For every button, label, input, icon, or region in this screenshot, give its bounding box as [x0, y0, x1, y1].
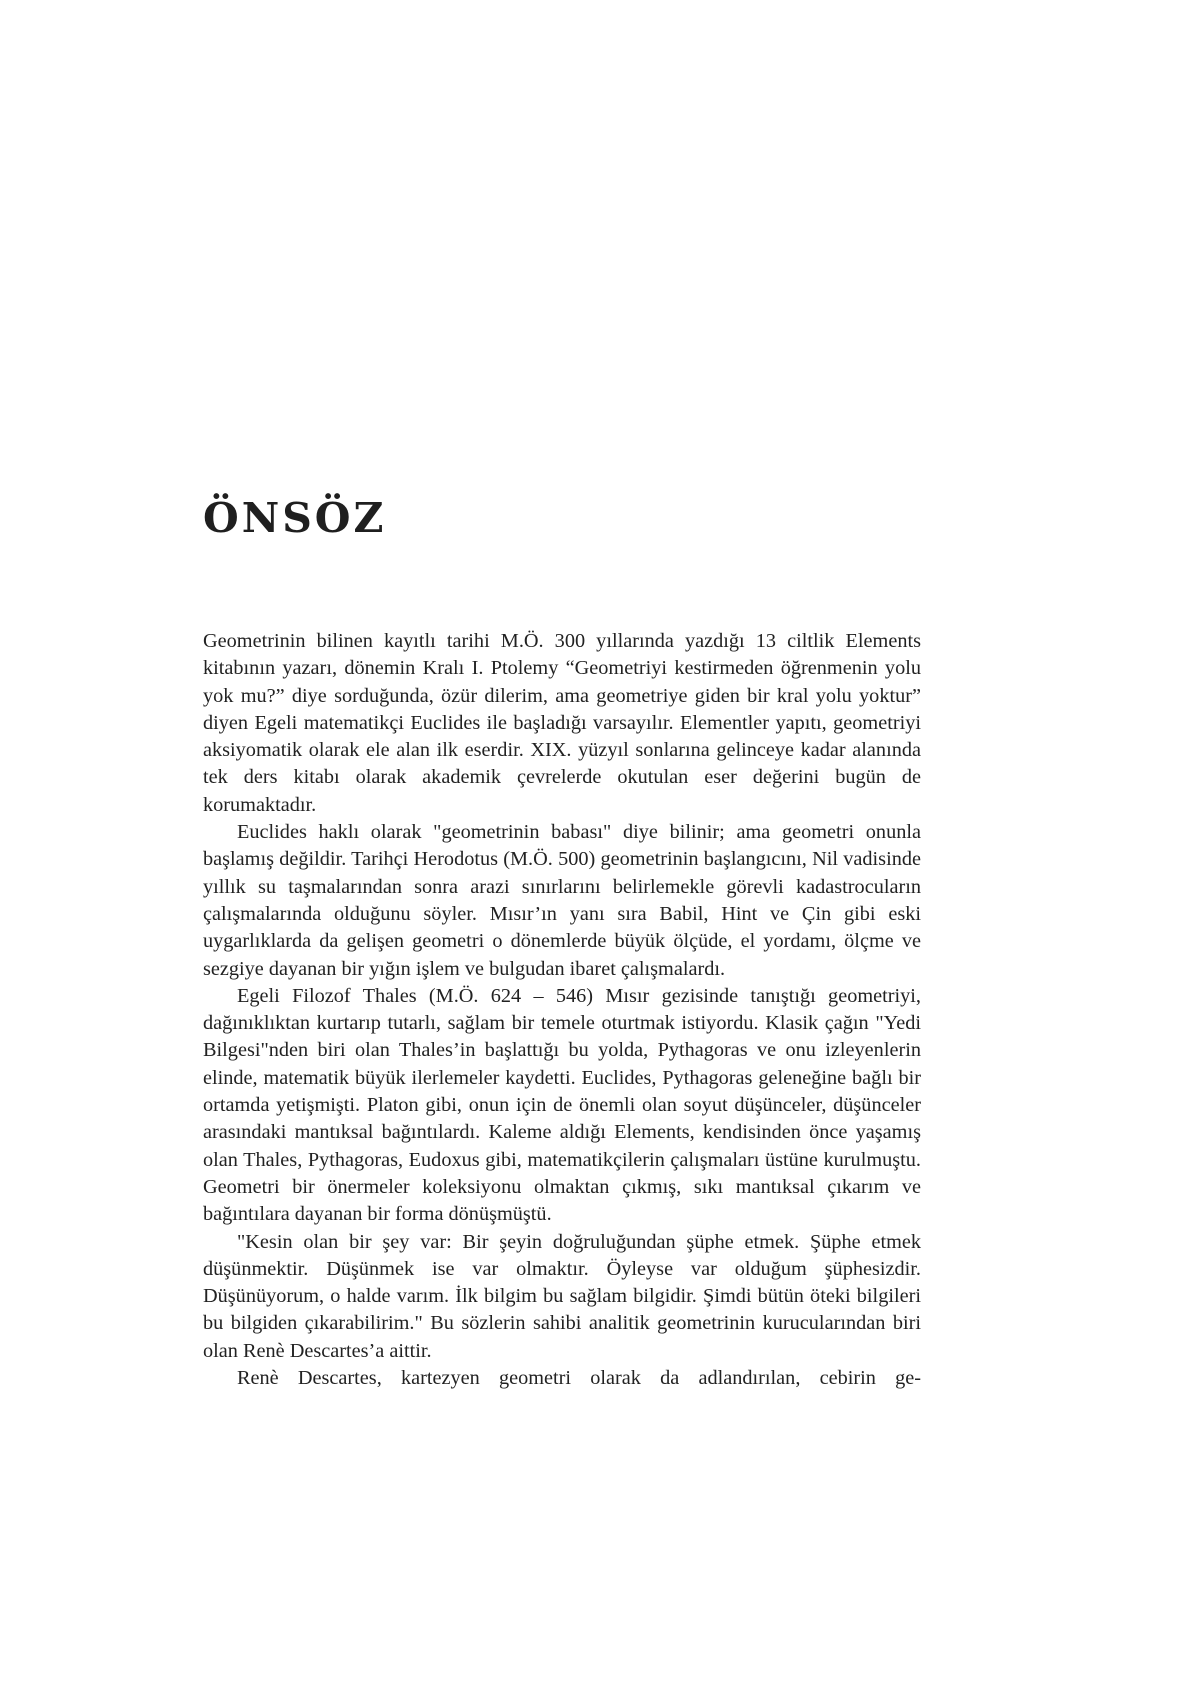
paragraph-descartes: Renè Descartes, kartezyen geometri olarak da adlandırılan, cebirin ge-	[237, 1367, 921, 1390]
paragraph-herodotus: Euclides haklı olarak "geometrinin babası" diye bilinir; ama geometri onunla başlamış değildir. Tarihçi Herodotus (M.Ö. 500) geometrinin başlangıcını, Nil vadisinde yıllık su taşmalarından sonra arazi sınırlarını belirlemekle görevli kadastrocuların çalışmalarında olduğunu söyler. Mısır’ın yanı sıra Babil, Hint ve Çin gibi eski uygarlıklarda da gelişen geometri o dönemlerde büyük ölçüde, el yordamı, ölçme ve sezgiye dayanan bir yığın işlem ve bulgudan ibaret çalışmalardı.	[203, 821, 921, 980]
paragraph-descartes-quote: "Kesin olan bir şey var: Bir şeyin doğruluğundan şüphe etmek. Şüphe etmek düşünmektir. Düşünmek ise var olmaktır. Öyleyse var olduğum şüphesizdir. Düşünüyorum, o halde varım. İlk bilgim bu sağlam bilgidir. Şimdi bütün öteki bilgileri bu bilgiden çıkarabilirim." Bu sözlerin sahibi analitik geometrinin kurucularından biri olan Renè Descartes’a aittir.	[203, 1230, 921, 1362]
chapter-title: ÖNSÖZ	[203, 494, 387, 542]
paragraph-intro: Geometrinin bilinen kayıtlı tarihi M.Ö. 300 yıllarında yazdığı 13 ciltlik Elements kitabının yazarı, dönemin Kralı I. Ptolemy “Geometriyi kestirmeden öğrenmenin yolu yok mu?” diye sorduğunda, özür dilerim, ama geometriye giden bir kral yolu yoktur” diyen Egeli matematikçi Euclides ile başladığı varsayılır. Elementler yapıtı, geometriyi aksiyomatik olarak ele alan ilk eserdir. XIX. yüzyıl sonlarına gelinceye kadar alanında tek ders kitabı olarak akademik çevrelerde okutulan eser değerini bugün de korumaktadır.	[203, 630, 921, 816]
paragraph-thales: Egeli Filozof Thales (M.Ö. 624 – 546) Mısır gezisinde tanıştığı geometriyi, dağınıklıktan kurtarıp tutarlı, sağlam bir temele oturtmak istiyordu. Klasik çağın "Yedi Bilgesi"nden biri olan Thales’in başlattığı bu yolda, Pythagoras ve onu izleyenlerin elinde, matematik büyük ilerlemeler kaydetti. Euclides, Pythagoras geleneğine bağlı bir ortamda yetişmişti. Platon gibi, onun için de önemli olan soyut düşünceler, düşünceler arasındaki mantıksal bağıntılardı. Kaleme aldığı Elements, kendisinden önce yaşamış olan Thales, Pythagoras, Eudoxus gibi, matematikçilerin çalışmaları üstüne kurulmuştu. Geometri bir önermeler koleksiyonu olmaktan çıkmış, sıkı mantıksal çıkarım ve bağıntılara dayanan bir forma dönüşmüştü.	[203, 984, 921, 1226]
text-body	[203, 628, 921, 1392]
